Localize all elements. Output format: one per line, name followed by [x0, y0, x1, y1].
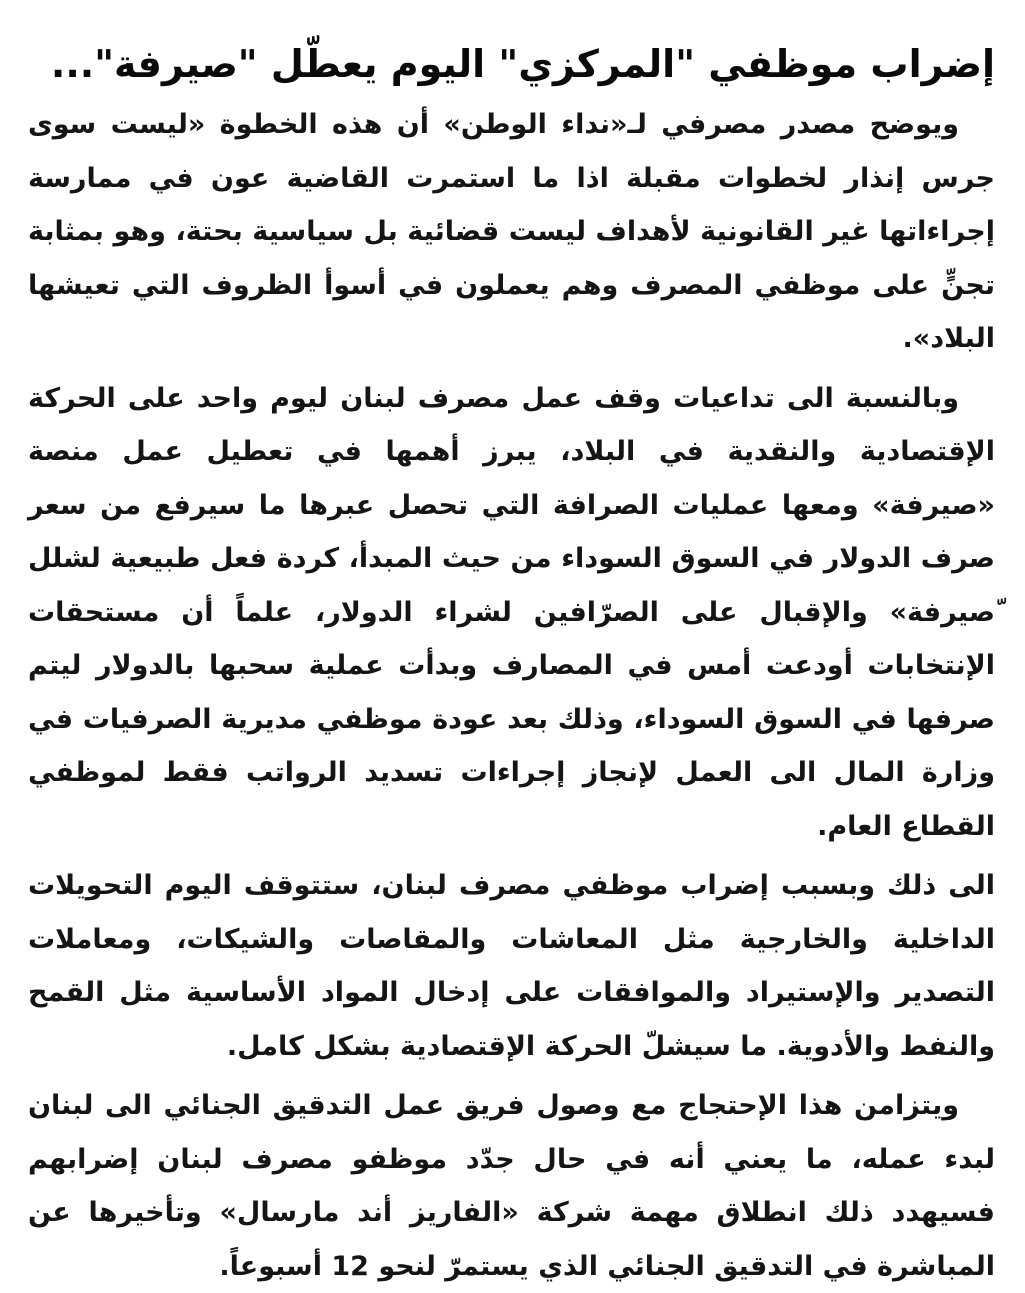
article-paragraph-4: ويتزامن هذا الإحتجاج مع وصول فريق عمل التدقيق الجنائي الى لبنان لبدء عمله، ما يعني أنه في حال جدّد موظفو مصرف لبنان إضرابهم فسيهدد ذلك انطلاق مهمة شركة «الفاريز أند مارسال» وتأخيرها عن المباشرة في التدقيق الجنائي الذي يستمرّ لنحو 12 أسبوعاً. [28, 1090, 995, 1282]
article-paragraph-3: الى ذلك وبسبب إضراب موظفي مصرف لبنان، ستتوقف اليوم التحويلات الداخلية والخارجية مثل المعاشات والمقاصات والشيكات، ومعاملات التصدير والإستيراد والموافقات على إدخال المواد الأساسية مثل القمح والنفط والأدوية. ما سيشلّ الحركة الإقتصادية بشكل كامل. [28, 870, 995, 1062]
article-paragraph-2: وبالنسبة الى تداعيات وقف عمل مصرف لبنان ليوم واحد على الحركة الإقتصادية والنقدية في البلاد، يبرز أهمها في تعطيل عمل منصة «صيرفة» ومعها عمليات الصرافة التي تحصل عبرها ما سيرفع من سعر صرف الدولار في السوق السوداء من حيث المبدأ، كردة فعل طبيعية لشلل ّصيرفة» والإقبال على الصرّافين لشراء الدولار، علماً أن مستحقات الإنتخابات أودعت أمس في المصارف وبدأت عملية سحبها بالدولار ليتم صرفها في السوق السوداء، وذلك بعد عودة موظفي مديرية الصرفيات في وزارة المال الى العمل لإنجاز إجراءات تسديد الرواتب فقط لموظفي القطاع العام. [28, 382, 995, 842]
article-headline: إضراب موظفي "المركزي" اليوم يعطّل "صيرفة"... [50, 42, 995, 86]
article-paragraph-1: ويوضح مصدر مصرفي لـ«نداء الوطن» أن هذه الخطوة «ليست سوى جرس إنذار لخطوات مقبلة اذا ما استمرت القاضية عون في ممارسة إجراءاتها غير القانونية لأهداف ليست قضائية بل سياسية بحتة، وهو بمثابة تجنٍّ على موظفي المصرف وهم يعملون في أسوأ الظروف التي تعيشها البلاد». [28, 109, 995, 354]
